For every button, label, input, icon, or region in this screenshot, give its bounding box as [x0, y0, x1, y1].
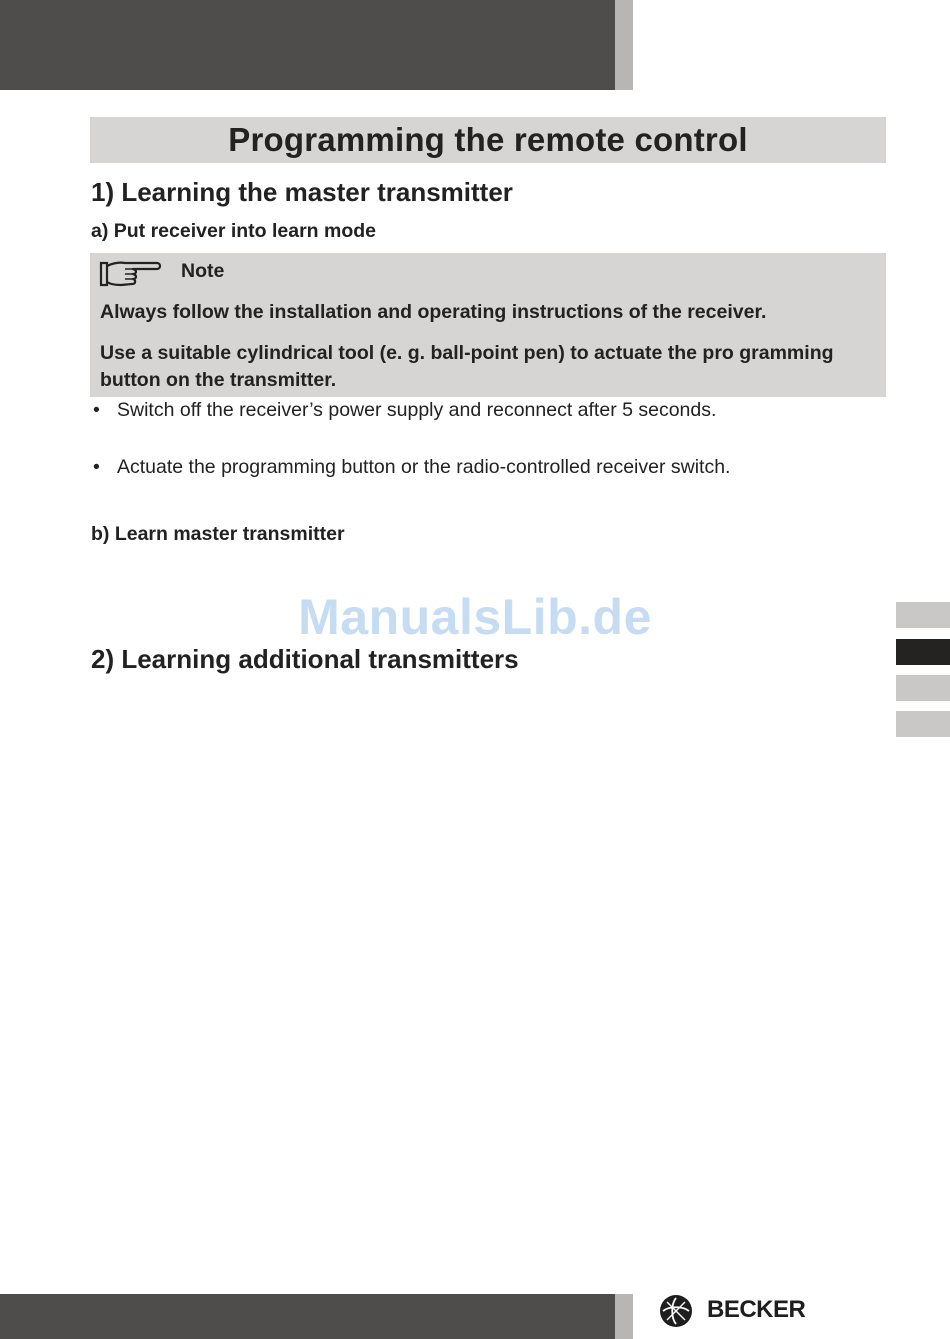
becker-logo-icon [659, 1294, 693, 1328]
note-box [90, 253, 886, 397]
bullet-dot: • [93, 456, 100, 478]
list-item-text: Actuate the programming button or the radio-controlled receiver switch. [117, 456, 731, 478]
bullet-dot: • [93, 399, 100, 421]
footer-bar [0, 1294, 615, 1339]
header-bar [0, 0, 615, 90]
side-tab-4 [896, 711, 950, 737]
section1-heading: 1) Learning the master transmitter [91, 177, 513, 207]
page-title-box [90, 117, 886, 163]
side-tab-2-active [896, 639, 950, 665]
side-tab-1 [896, 602, 950, 628]
watermark: ManualsLib.de [298, 589, 652, 645]
list-item [93, 456, 730, 479]
list-item [93, 399, 716, 422]
note-line-1: Always follow the installation and operating instructions of the receiver. [100, 301, 767, 323]
brand-name: BECKER [707, 1296, 806, 1323]
pointing-hand-icon [99, 259, 163, 289]
section1-sub-b: b) Learn master transmitter [91, 523, 345, 545]
list-item-text: Switch off the receiver’s power supply and reconnect after 5 seconds. [117, 399, 717, 421]
section2-heading: 2) Learning additional transmitters [91, 644, 519, 674]
page-title: Programming the remote control [228, 121, 748, 158]
note-label: Note [181, 260, 225, 282]
section1-sub-a: a) Put receiver into learn mode [91, 220, 377, 242]
note-line-2: Use a suitable cylindrical tool (e. g. ball-point pen) to actuate the pro gramming button on the transmitter. [100, 342, 834, 391]
footer-accent-strip [615, 1294, 633, 1339]
header-accent-strip [615, 0, 633, 90]
side-tab-3 [896, 675, 950, 701]
